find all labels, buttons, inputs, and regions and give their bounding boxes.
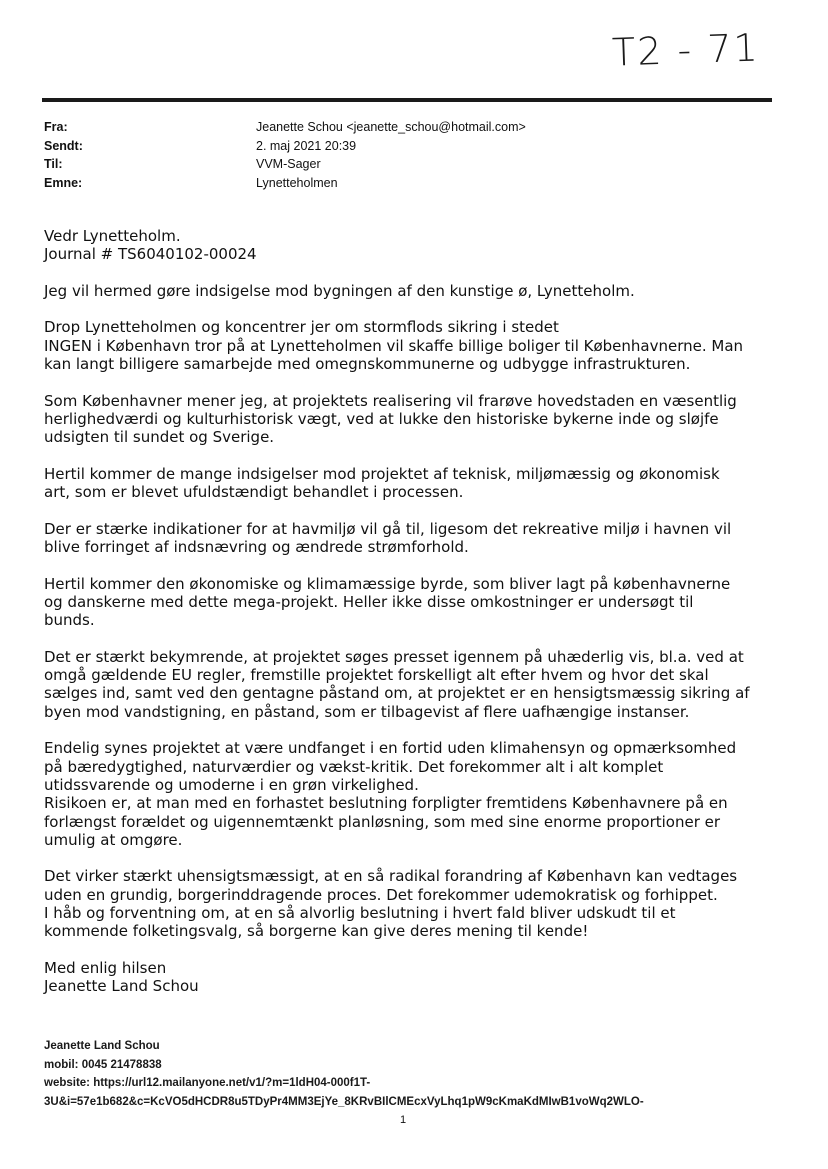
- paragraph-reference: [44, 227, 784, 264]
- from-value: Jeanette Schou <jeanette_schou@hotmail.com>: [256, 120, 526, 134]
- paragraph: [44, 318, 784, 373]
- body-line: utidssvarende og umoderne i en grøn virkelighed.: [44, 775, 419, 794]
- from-label: Fra:: [44, 120, 68, 134]
- to-value: VVM-Sager: [256, 157, 321, 171]
- sent-row: [44, 137, 526, 156]
- closing: [44, 959, 784, 996]
- subject-label: Emne:: [44, 175, 83, 190]
- sent-value: 2. maj 2021 20:39: [256, 138, 357, 153]
- body-line: Endelig synes projektet at være undfanget i en fortid uden klimahensyn og opmærksomhed: [44, 739, 737, 758]
- subject-value: Lynetteholmen: [256, 175, 338, 190]
- body-line: Risikoen er, at man med en forhastet beslutning forpligter fremtidens Københavnere på en: [44, 794, 728, 813]
- body-line: Jeanette Land Schou: [44, 977, 199, 996]
- paragraph: [44, 867, 784, 940]
- body-line: blive forringet af indsnævring og ændrede strømforhold.: [44, 538, 469, 557]
- body-line: forlængst forældet og uigennemtænkt planløsning, som med sine enorme proportioner er: [44, 812, 721, 831]
- paragraph: [44, 520, 784, 557]
- body-line: Drop Lynetteholmen og koncentrer jer om stormflods sikring i stedet: [44, 318, 559, 337]
- body-line: Det virker stærkt uhensigtsmæssigt, at en så radikal forandring af København kan vedtages: [44, 867, 738, 886]
- body-line: bunds.: [44, 611, 95, 630]
- body-line: Journal # TS6040102-00024: [44, 245, 257, 264]
- to-label: Til:: [44, 157, 63, 171]
- page-number: 1: [400, 1114, 407, 1126]
- body-line: Hertil kommer den økonomiske og klimamæssige byrde, som bliver lagt på københavnerne: [44, 574, 731, 593]
- body-line: på bæredygtighed, naturværdier og vækst-kritik. Det forekommer alt i alt komplet: [44, 757, 664, 776]
- body-line: Det er stærkt bekymrende, at projektet søges presset igennem på uhæderlig vis, bl.a. ved at: [44, 647, 744, 666]
- body-line: Med enlig hilsen: [44, 958, 167, 977]
- signature-website: website: https://url12.mailanyone.net/v1/?m=1ldH04-000f1T-: [44, 1077, 371, 1089]
- paragraph: [44, 739, 784, 849]
- header-divider: [42, 98, 772, 102]
- body-line: omgå gældende EU regler, fremstille projektet forskelligt alt efter hvem og hvor det skal: [44, 666, 709, 685]
- paragraph: [44, 648, 784, 721]
- body-line: umulig at omgøre.: [44, 830, 183, 849]
- subject-row: [44, 174, 526, 193]
- to-row: [44, 155, 526, 174]
- body-line: og danskerne med dette mega-projekt. Heller ikke disse omkostninger er undersøgt til: [44, 592, 694, 611]
- body-line: art, som er blevet ufuldstændigt behandlet i processen.: [44, 483, 464, 502]
- from-row: [44, 118, 526, 137]
- signature-name: Jeanette Land Schou: [44, 1040, 160, 1052]
- sent-label: Sendt:: [44, 138, 83, 153]
- signature-website-continued: 3U&i=57e1b682&c=KcVO5dHCDR8u5TDyPr4MM3EjYe_8KRvBIlCMEcxVyLhq1pW9cKmaKdMIwB1voWq2WLO-: [44, 1095, 644, 1108]
- body-line: Som Københavner mener jeg, at projektets realisering vil frarøve hovedstaden en væsentlig: [44, 391, 737, 410]
- email-body: [44, 227, 784, 1014]
- paragraph: [44, 575, 784, 630]
- signature-block: [44, 1037, 644, 1111]
- body-line: Jeg vil hermed gøre indsigelse mod bygningen af den kunstige ø, Lynetteholm.: [44, 281, 635, 300]
- body-line: Der er stærke indikationer for at havmiljø vil gå til, ligesom det rekreative miljø i havnen vil: [44, 519, 732, 538]
- body-line: Vedr Lynetteholm.: [44, 227, 181, 245]
- handwritten-document-id: T2 - 71: [611, 25, 761, 75]
- signature-mobile: mobil: 0045 21478838: [44, 1058, 162, 1071]
- body-line: kommende folketingsvalg, så borgerne kan give deres mening til kende!: [44, 922, 589, 941]
- body-line: I håb og forventning om, at en så alvorlig beslutning i hvert fald bliver udskudt til et: [44, 903, 676, 922]
- body-line: herlighedværdi og kulturhistorisk vægt, ved at lukke den historiske bykerne inde og sløjfe: [44, 409, 719, 428]
- body-line: INGEN i København tror på at Lynetteholmen vil skaffe billige boliger til Københavnerne. Man: [44, 336, 744, 355]
- paragraph: [44, 392, 784, 447]
- paragraph: [44, 465, 784, 502]
- body-line: byen mod vandstigning, en påstand, som er tilbagevist af flere uafhængige instanser.: [44, 702, 690, 721]
- email-header: [44, 118, 526, 192]
- body-line: Hertil kommer de mange indsigelser mod projektet af teknisk, miljømæssig og økonomisk: [44, 464, 720, 483]
- paragraph-objection: [44, 282, 784, 300]
- body-line: uden en grundig, borgerinddragende proces. Det forekommer udemokratisk og forhippet.: [44, 885, 718, 904]
- body-line: kan langt billigere samarbejde med omegnskommunerne og udbygge infrastrukturen.: [44, 355, 691, 374]
- body-line: udsigten til sundet og Sverige.: [44, 428, 275, 447]
- body-line: sælges ind, samt ved den gentagne påstand om, at projektet er en hensigtsmæssig sikring af: [44, 684, 750, 703]
